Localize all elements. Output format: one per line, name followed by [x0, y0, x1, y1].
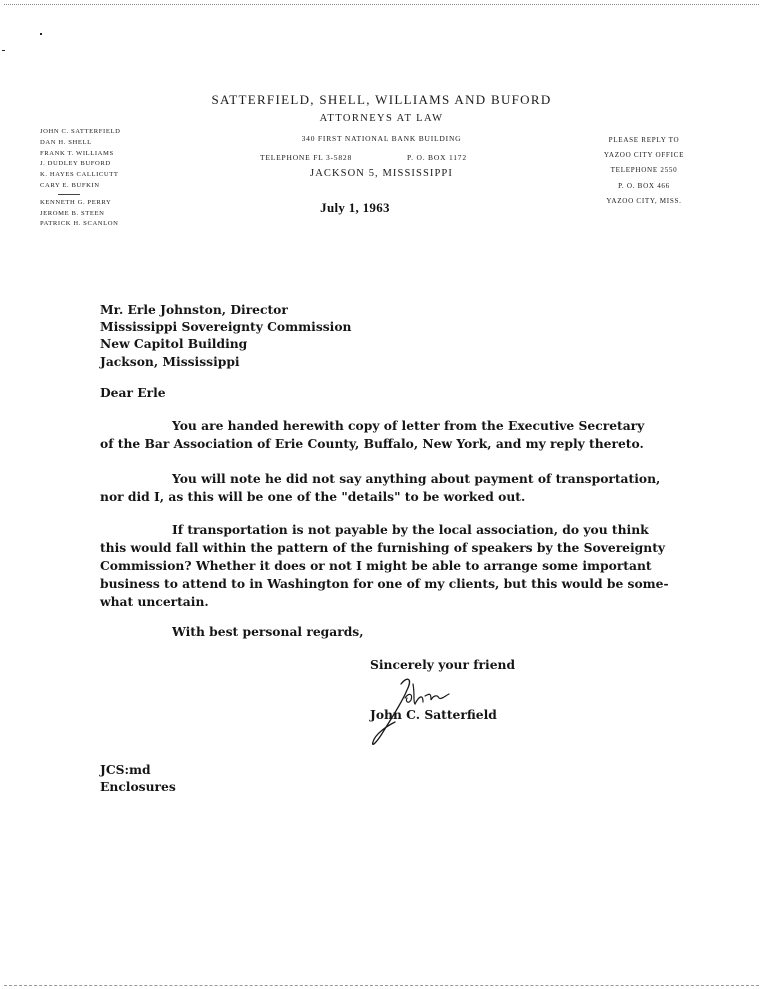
- partner-name: FRANK T. WILLIAMS: [40, 149, 114, 157]
- firm-po-box: P. O. BOX 1172: [407, 153, 467, 162]
- paragraph-line: this would fall within the pattern of the furnishing of speakers by the Sovereignty: [100, 540, 666, 555]
- partner-name: J. DUDLEY BUFORD: [40, 160, 111, 168]
- reply-line: TELEPHONE 2550: [610, 166, 678, 175]
- firm-subtitle: ATTORNEYS AT LAW: [319, 113, 444, 124]
- letter-date: July 1, 1963: [320, 200, 390, 215]
- complimentary-close: Sincerely your friend: [370, 657, 516, 672]
- page-top-edge: [4, 4, 759, 5]
- body-paragraph: [100, 470, 660, 506]
- salutation: Dear Erle: [100, 385, 166, 400]
- partner-name: CARY E. BUFKIN: [40, 181, 100, 189]
- page-bottom-edge: [4, 985, 759, 986]
- address-line: New Capitol Building: [100, 336, 248, 352]
- signer-name: John C. Satterfield: [370, 707, 497, 722]
- associate-name: KENNETH G. PERRY: [40, 198, 112, 206]
- partner-name: JOHN C. SATTERFIELD: [40, 128, 121, 135]
- firm-telephone: TELEPHONE FL 3-5828: [260, 153, 352, 162]
- associate-name: JEROME B. STEEN: [40, 209, 105, 217]
- reply-line: P. O. BOX 466: [618, 181, 670, 190]
- address-line: Jackson, Mississippi: [100, 353, 240, 369]
- partner-name: K. HAYES CALLICUTT: [40, 171, 119, 179]
- partner-name: DAN H. SHELL: [40, 138, 92, 146]
- body-paragraph: [100, 521, 669, 611]
- reply-to-block: [588, 133, 700, 209]
- reply-line: YAZOO CITY, MISS.: [606, 196, 682, 205]
- reference-initials: JCS:md: [100, 762, 151, 777]
- paragraph-line: nor did I, as this will be one of the "details" to be worked out.: [100, 489, 526, 504]
- partner-divider: [58, 194, 80, 195]
- paragraph-line: business to attend to in Washington for one of my clients, but this would be some-: [100, 576, 669, 591]
- paragraph-line: Commission? Whether it does or not I might be able to arrange some important: [100, 558, 652, 573]
- firm-city: JACKSON 5, MISSISSIPPI: [310, 168, 453, 179]
- scan-speck: [2, 50, 5, 51]
- closing-regards: With best personal regards,: [172, 624, 364, 639]
- reply-line: PLEASE REPLY TO: [608, 136, 680, 144]
- reference-initials-block: [100, 761, 176, 795]
- address-line: Mississippi Sovereignty Commission: [100, 319, 352, 335]
- associate-name: PATRICK H. SCANLON: [40, 220, 119, 228]
- paragraph-line: of the Bar Association of Erie County, Buffalo, New York, and my reply thereto.: [100, 436, 644, 451]
- partner-list: [40, 127, 120, 230]
- enclosures-note: Enclosures: [100, 779, 176, 795]
- scan-speck: [40, 33, 42, 35]
- paragraph-line: You will note he did not say anything about payment of transportation,: [172, 471, 661, 486]
- body-paragraph: [100, 417, 644, 453]
- building-address: 340 FIRST NATIONAL BANK BUILDING: [301, 134, 462, 143]
- recipient-address: [100, 301, 351, 370]
- reply-line: YAZOO CITY OFFICE: [603, 151, 685, 160]
- paragraph-line: If transportation is not payable by the local association, do you think: [172, 522, 649, 537]
- address-line: Mr. Erle Johnston, Director: [100, 302, 288, 317]
- firm-name: SATTERFIELD, SHELL, WILLIAMS AND BUFORD: [211, 92, 552, 107]
- paragraph-line: You are handed herewith copy of letter from the Executive Secretary: [172, 418, 645, 433]
- paragraph-line: what uncertain.: [100, 594, 209, 609]
